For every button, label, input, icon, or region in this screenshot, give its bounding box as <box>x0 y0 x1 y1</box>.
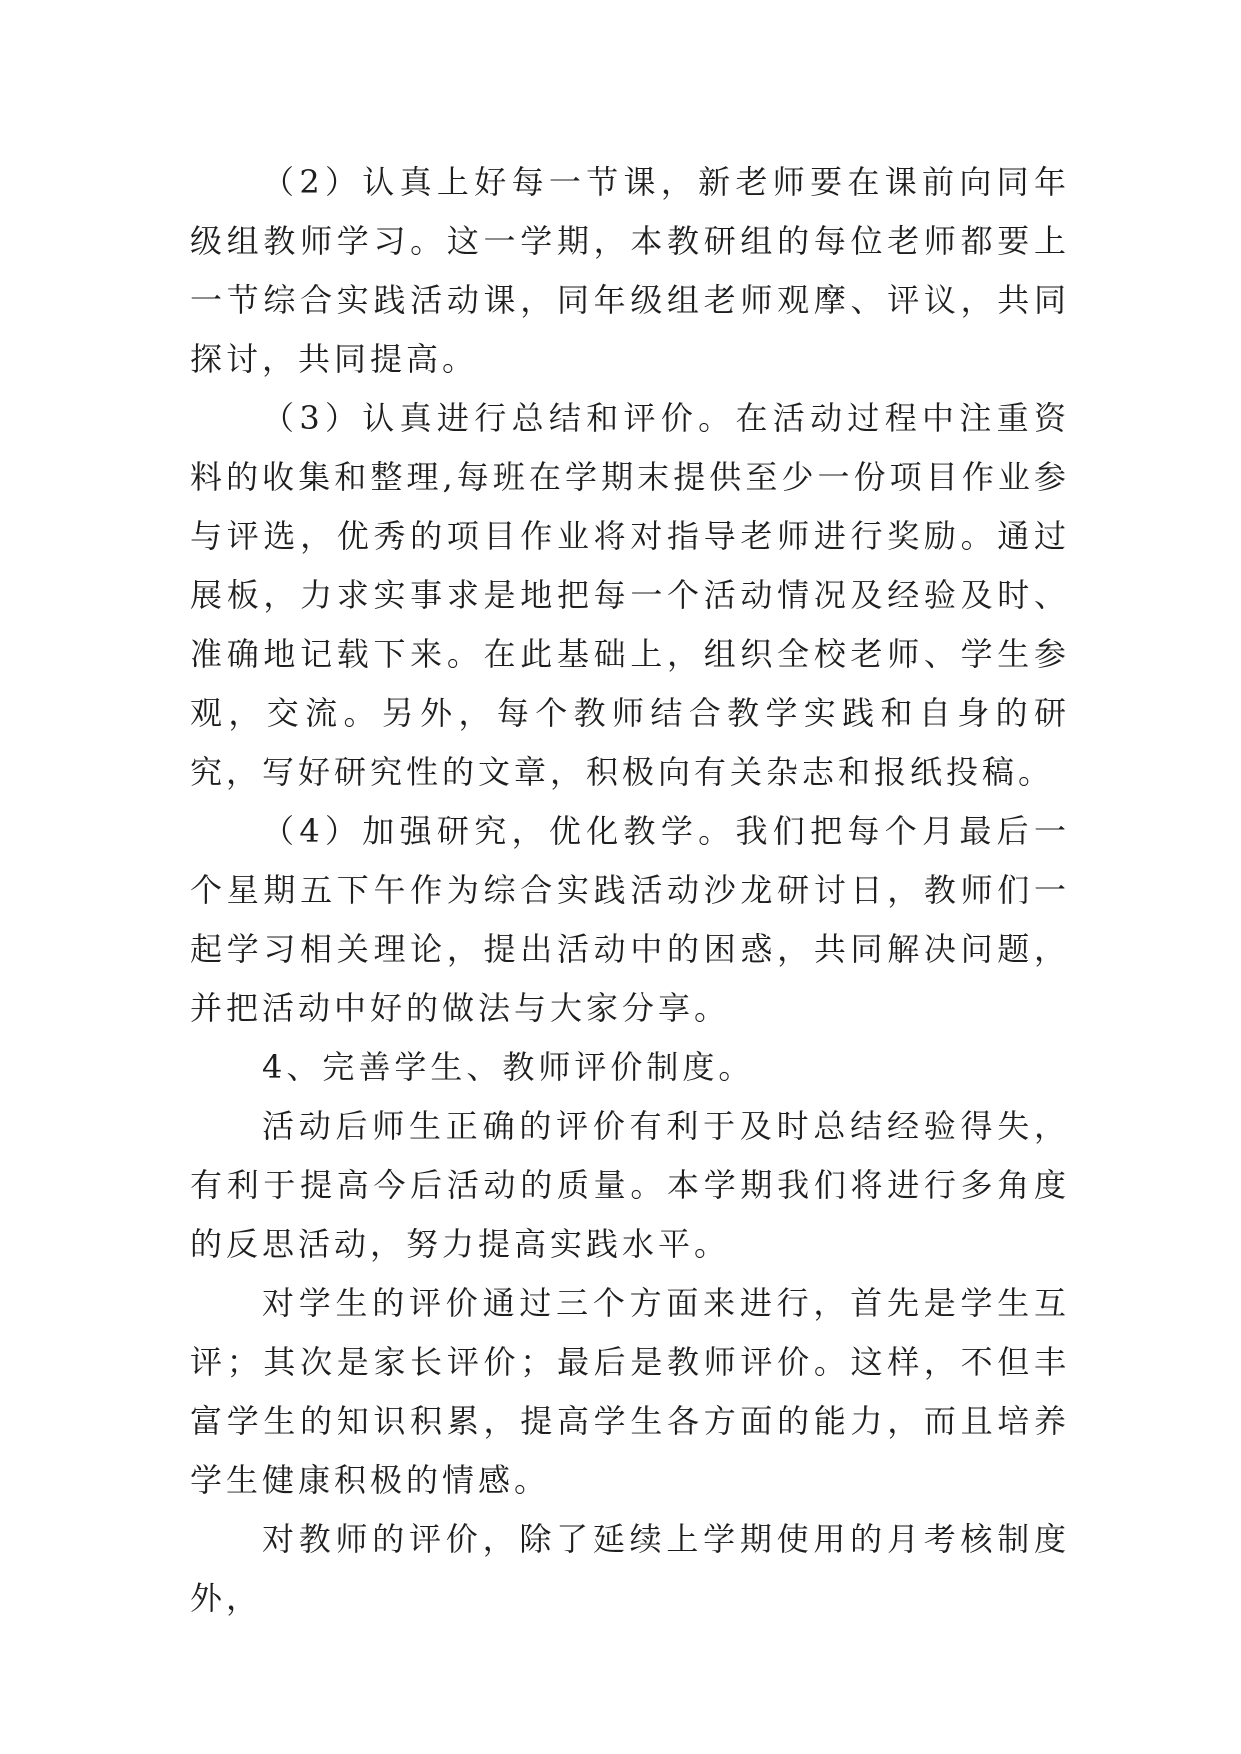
paragraph-evaluation-intro: 活动后师生正确的评价有利于及时总结经验得失，有利于提高今后活动的质量。本学期我们将进行多角度的反思活动，努力提高实践水平。 <box>190 1107 1070 1263</box>
paragraph-teacher-evaluation: 对教师的评价，除了延续上学期使用的月考核制度外， <box>190 1520 1070 1617</box>
document-body <box>190 153 1070 1628</box>
paragraph-item-3-summary: （3）认真进行总结和评价。在活动过程中注重资料的收集和整理,每班在学期末提供至少一份项目作业参与评选，优秀的项目作业将对指导老师进行奖励。通过展板，力求实事求是地把每一个活动情况及经验及时、准确地记载下来。在此基础上，组织全校老师、学生参观，交流。另外，每个教师结合教学实践和自身的研究，写好研究性的文章，积极向有关杂志和报纸投稿。 <box>190 399 1070 791</box>
section-heading-evaluation: 4、完善学生、教师评价制度。 <box>262 1048 755 1086</box>
paragraph-item-2-lesson: （2）认真上好每一节课，新老师要在课前向同年级组教师学习。这一学期，本教研组的每位老师都要上一节综合实践活动课，同年级组老师观摩、评议，共同探讨，共同提高。 <box>190 163 1070 378</box>
paragraph-item-4-research: （4）加强研究，优化教学。我们把每个月最后一个星期五下午作为综合实践活动沙龙研讨日，教师们一起学习相关理论，提出活动中的困惑，共同解决问题，并把活动中好的做法与大家分享。 <box>190 812 1070 1027</box>
paragraph-student-evaluation: 对学生的评价通过三个方面来进行，首先是学生互评；其次是家长评价；最后是教师评价。这样，不但丰富学生的知识积累，提高学生各方面的能力，而且培养学生健康积极的情感。 <box>190 1284 1070 1499</box>
